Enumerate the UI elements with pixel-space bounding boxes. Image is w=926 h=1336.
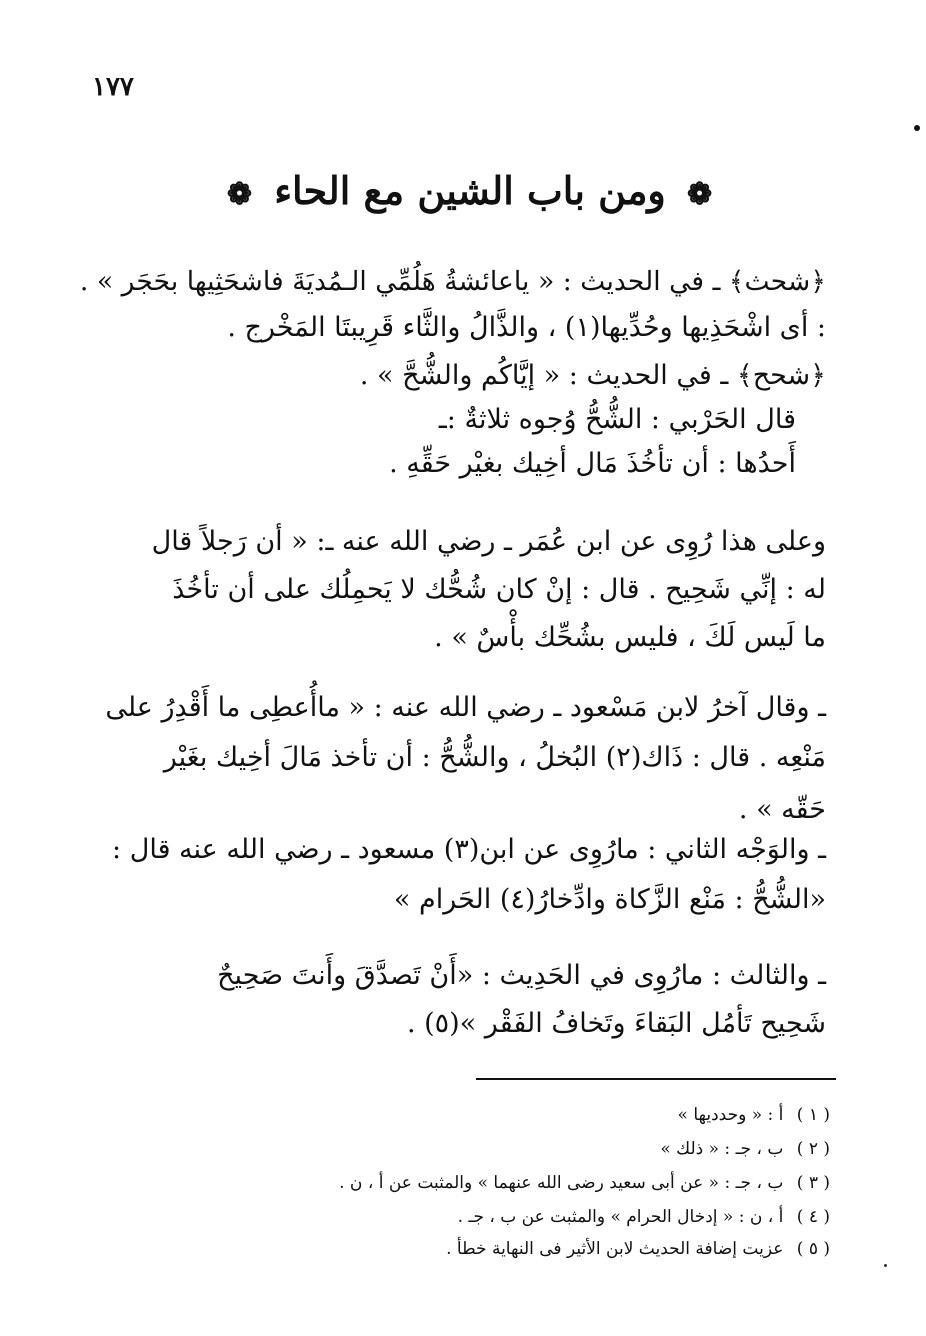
footnote [660,1136,830,1162]
text-line: : أى اشْحَذِيها وحُدِّيها(١) ، والذَّالُ والثَّاء قَرِيبتَا المَخْرج . [227,312,826,343]
footnote-text: أ ، ن : « إدخال الحرام » والمثبت عن ب ، جـ . [457,1207,784,1227]
footnote [446,1236,830,1262]
margin-dot [914,125,920,131]
text-line: شَحِيح تَأمُل البَقاءَ وتَخافُ الفَقْر »(٥) . [406,1008,826,1039]
footnote-text: عزيت إضافة الحديث لابن الأثير فى النهاية خطأ . [446,1239,784,1259]
footnote [678,1102,830,1128]
text-line: وعلى هذا رُوِى عن ابن عُمَر ـ رضي الله عنه ـ: « أن رَجلاً قال [151,526,826,557]
page-number: ١٧٧ [92,72,134,102]
footnote-number: ( ٢ ) [796,1139,830,1159]
ornament-right-icon: ❁ [687,177,714,212]
text-line: حَقّه » . [738,794,826,825]
footnote-number: ( ٥ ) [796,1239,830,1259]
footnote [458,1204,830,1230]
text-line: قال الحَرْبي : الشُّحُّ وُجوه ثلاثةٌ :ـ [438,404,796,435]
text-line: ـ والوَجْه الثاني : مارُوِى عن ابن(٣) مسعود ـ رضي الله عنه قال : [112,834,826,865]
text-line: ـ والثالث : مارُوِى في الحَدِيث : «أَنْ تَصدَّقَ وأَنتَ صَحِيحٌ [217,960,826,991]
text-line: ـ وقال آخرُ لابن مَسْعود ـ رضي الله عنه : « ماأُعطِى ما أَقْدِرُ على [105,692,826,723]
ornament-left-icon: ❁ [226,177,253,212]
chapter-heading [120,168,820,213]
footnote-number: ( ٤ ) [796,1207,830,1227]
margin-mark [884,1264,887,1267]
text-line: «الشُّحُّ : مَنْع الزَّكاة وادِّخارُ(٤) الحَرام » [393,884,826,915]
footnote [339,1170,830,1196]
footnote-separator [476,1078,836,1080]
footnote-number: ( ٣ ) [796,1173,830,1193]
text-line: ﴿شحث﴾ ـ في الحديث : « ياعائشةُ هَلُمِّي الـمُديَةَ فاشحَثِيها بحَجَر » . [79,266,826,297]
footnote-text: ب ، جـ : « ذلك » [660,1139,784,1159]
text-line: مَنْعِه . قال : ذَاك(٢) البُخلُ ، والشُّحُّ : أن تأخذ مَالَ أخِيك بغَيْر [163,742,826,773]
text-line: أَحدُها : أن تأخُذَ مَال أخِيك بغيْر حَقِّهِ . [389,448,796,479]
text-line: ﴿شحح﴾ ـ في الحديث : « إيَّاكُم والشُّحَّ » . [359,360,826,391]
footnote-text: ب ، جـ : « عن أبى سعيد رضى الله عنهما » والمثبت عن أ ، ن . [339,1173,784,1193]
footnote-text: أ : « وحدديها » [677,1105,784,1125]
footnote-number: ( ١ ) [796,1105,830,1125]
text-line: ما لَيس لَكَ ، فليس بشُحِّك بأْسٌ » . [434,622,826,653]
chapter-title: ومن باب الشين مع الحاء [274,168,666,213]
text-line: له : إنِّي شَحِيح . قال : إنْ كان شُحُّك لا يَحمِلُك على أن تأخُذَ [172,574,826,605]
